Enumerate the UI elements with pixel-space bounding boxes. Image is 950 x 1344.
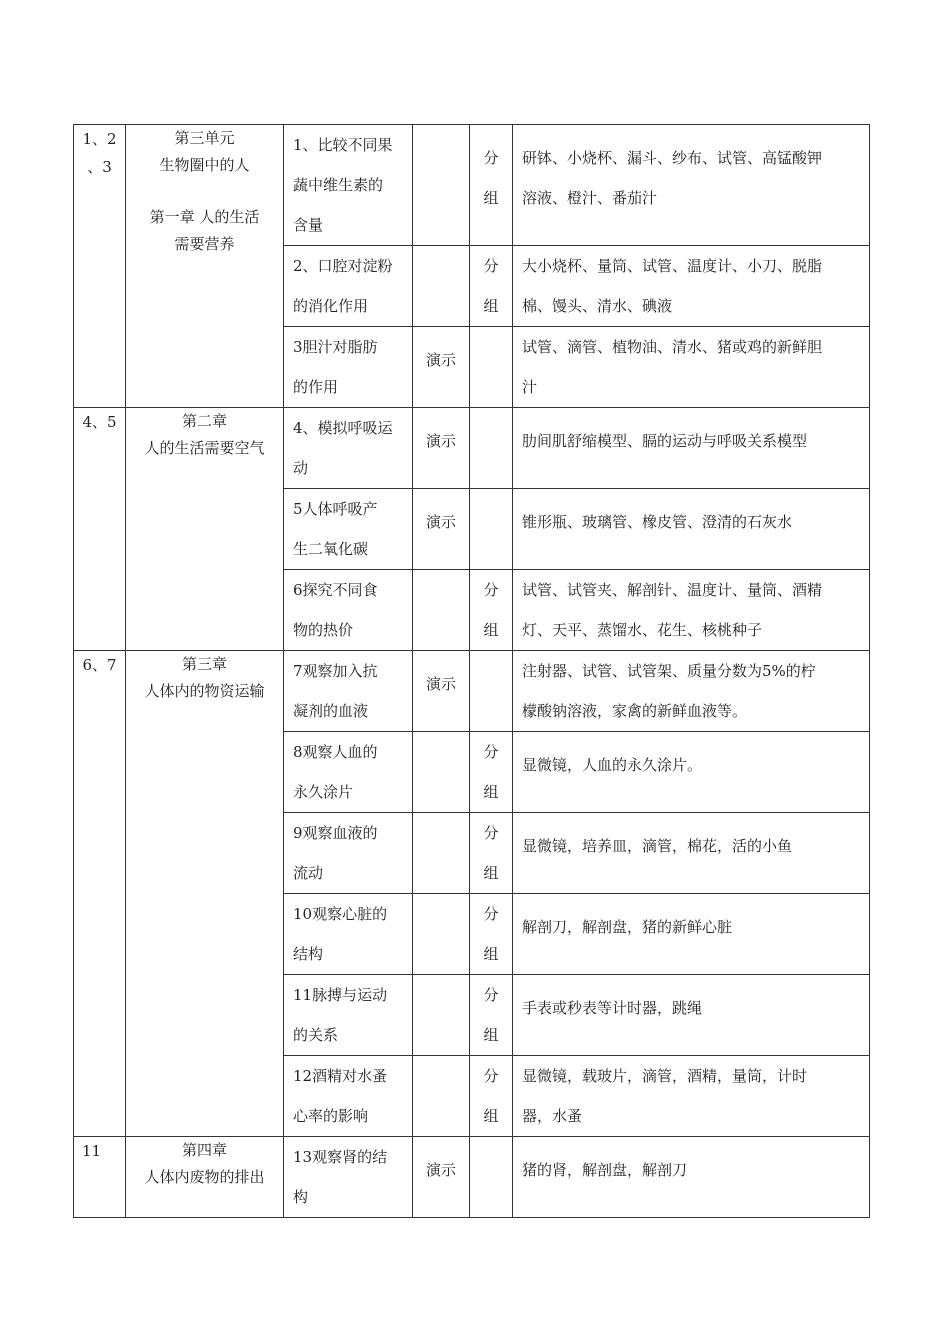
experiment-name-text: 7观察加入抗 — [293, 662, 378, 680]
experiment-name-text: 动 — [293, 459, 309, 477]
materials-cell — [513, 975, 870, 1056]
materials-cell — [513, 1137, 870, 1218]
experiment-name-text: 生二氧化碳 — [293, 540, 369, 558]
materials-text: 显微镜，载玻片，滴管，酒精，量筒，计时 — [522, 1067, 808, 1085]
demo-text: 演示 — [425, 351, 456, 369]
experiment-name-text: 3胆汁对脂肪 — [293, 338, 378, 356]
experiment-name-text: 的作用 — [293, 378, 339, 396]
table-row — [74, 1137, 870, 1218]
demo-text: 演示 — [425, 432, 456, 450]
unit-cell — [126, 1137, 284, 1218]
materials-cell — [513, 489, 870, 570]
week-cell — [74, 408, 126, 651]
group-cell — [470, 1137, 513, 1218]
demo-cell — [413, 1137, 470, 1218]
group-text: 分 — [483, 1067, 499, 1085]
materials-text: 解剖刀，解剖盘，猪的新鲜心脏 — [522, 918, 733, 936]
unit-cell — [126, 125, 284, 408]
materials-cell — [513, 732, 870, 813]
group-cell — [470, 246, 513, 327]
materials-text: 注射器、试管、试管架、质量分数为5%的柠 — [522, 662, 816, 680]
experiment-name-text: 2、口腔对淀粉 — [293, 257, 393, 275]
materials-text: 肋间肌舒缩模型、膈的运动与呼吸关系模型 — [522, 432, 808, 450]
experiment-name-text: 9观察血液的 — [293, 824, 378, 842]
materials-text: 猪的肾，解剖盘，解剖刀 — [522, 1161, 688, 1179]
group-cell — [470, 894, 513, 975]
materials-cell — [513, 1056, 870, 1137]
demo-cell — [413, 651, 470, 732]
group-cell — [470, 408, 513, 489]
demo-cell — [413, 125, 470, 246]
unit-text: 人的生活需要空气 — [144, 439, 265, 457]
group-cell — [470, 327, 513, 408]
group-cell — [470, 813, 513, 894]
unit-text: 第四章 — [181, 1141, 227, 1159]
group-text: 组 — [483, 864, 499, 882]
experiment-name-cell — [284, 894, 413, 975]
experiment-name-cell — [284, 489, 413, 570]
unit-text: 第三单元 — [174, 129, 235, 147]
demo-cell — [413, 975, 470, 1056]
materials-text: 锥形瓶、玻璃管、橡皮管、澄清的石灰水 — [522, 513, 793, 531]
group-text: 分 — [483, 824, 499, 842]
experiment-name-cell — [284, 125, 413, 246]
group-text: 组 — [483, 621, 499, 639]
group-text: 分 — [483, 581, 499, 599]
group-text: 分 — [483, 986, 499, 1004]
demo-text: 演示 — [425, 1161, 456, 1179]
week-text: 、3 — [87, 158, 112, 176]
experiment-name-text: 4、模拟呼吸运 — [293, 419, 393, 437]
materials-cell — [513, 327, 870, 408]
table-row — [74, 125, 870, 246]
unit-text: 第一章 人的生活 — [149, 208, 260, 226]
materials-text: 溶液、橙汁、番茄汁 — [522, 189, 658, 207]
week-text: 1、2 — [82, 130, 117, 148]
table-row — [74, 651, 870, 732]
materials-text: 研钵、小烧杯、漏斗、纱布、试管、高锰酸钾 — [522, 149, 823, 167]
group-text: 分 — [483, 905, 499, 923]
experiment-name-text: 8观察人血的 — [293, 743, 378, 761]
week-cell — [74, 651, 126, 1137]
materials-cell — [513, 408, 870, 489]
experiment-name-text: 心率的影响 — [293, 1107, 369, 1125]
table-body — [74, 125, 870, 1218]
experiment-name-text: 结构 — [293, 945, 324, 963]
experiment-name-text: 蔬中维生素的 — [293, 176, 384, 194]
unit-spacer — [126, 179, 283, 204]
experiment-name-text: 12酒精对水蚤 — [293, 1067, 388, 1085]
unit-text: 人体内的物资运输 — [144, 682, 265, 700]
group-text: 分 — [483, 257, 499, 275]
experiment-name-text: 10观察心脏的 — [293, 905, 388, 923]
week-text: 4、5 — [82, 413, 117, 431]
unit-text: 生物圈中的人 — [159, 156, 250, 174]
experiment-name-cell — [284, 975, 413, 1056]
experiment-name-text: 13观察肾的结 — [293, 1148, 388, 1166]
materials-text: 棉、馒头、清水、碘液 — [522, 297, 673, 315]
group-cell — [470, 489, 513, 570]
unit-cell — [126, 408, 284, 651]
demo-text: 演示 — [425, 513, 456, 531]
demo-cell — [413, 1056, 470, 1137]
experiment-name-text: 的消化作用 — [293, 297, 369, 315]
experiment-name-text: 永久涂片 — [293, 783, 354, 801]
materials-text: 器，水蚤 — [522, 1107, 583, 1125]
group-cell — [470, 975, 513, 1056]
experiment-name-cell — [284, 1137, 413, 1218]
unit-text: 需要营养 — [174, 235, 235, 253]
demo-cell — [413, 246, 470, 327]
materials-text: 手表或秒表等计时器，跳绳 — [522, 999, 703, 1017]
materials-cell — [513, 125, 870, 246]
experiment-name-cell — [284, 327, 413, 408]
group-text: 组 — [483, 297, 499, 315]
group-text: 组 — [483, 1107, 499, 1125]
experiment-name-text: 的关系 — [293, 1026, 339, 1044]
demo-cell — [413, 570, 470, 651]
demo-cell — [413, 327, 470, 408]
demo-cell — [413, 408, 470, 489]
group-text: 组 — [483, 945, 499, 963]
experiment-name-cell — [284, 408, 413, 489]
experiment-name-cell — [284, 651, 413, 732]
unit-text: 人体内废物的排出 — [144, 1168, 265, 1186]
unit-text: 第二章 — [181, 412, 227, 430]
materials-cell — [513, 813, 870, 894]
week-text: 11 — [82, 1142, 102, 1160]
experiment-name-cell — [284, 1056, 413, 1137]
group-cell — [470, 570, 513, 651]
group-text: 组 — [483, 1026, 499, 1044]
experiment-name-cell — [284, 246, 413, 327]
experiment-name-text: 1、比较不同果 — [293, 136, 393, 154]
experiment-name-text: 6探究不同食 — [293, 581, 378, 599]
materials-text: 檬酸钠溶液，家禽的新鲜血液等。 — [522, 702, 748, 720]
demo-cell — [413, 732, 470, 813]
materials-text: 灯、天平、蒸馏水、花生、核桃种子 — [522, 621, 763, 639]
group-text: 分 — [483, 149, 499, 167]
experiment-name-text: 5人体呼吸产 — [293, 500, 378, 518]
materials-text: 显微镜，培养皿，滴管，棉花，活的小鱼 — [522, 837, 793, 855]
table-row — [74, 408, 870, 489]
materials-cell — [513, 651, 870, 732]
demo-cell — [413, 489, 470, 570]
experiment-name-cell — [284, 732, 413, 813]
experiment-name-text: 11脉搏与运动 — [293, 986, 388, 1004]
materials-text: 汁 — [522, 378, 538, 396]
group-cell — [470, 1056, 513, 1137]
experiment-schedule-table — [73, 124, 870, 1218]
group-cell — [470, 651, 513, 732]
experiment-name-text: 流动 — [293, 864, 324, 882]
materials-text: 大小烧杯、量筒、试管、温度计、小刀、脱脂 — [522, 257, 823, 275]
materials-text: 试管、试管夹、解剖针、温度计、量筒、酒精 — [522, 581, 823, 599]
demo-cell — [413, 813, 470, 894]
unit-text: 第三章 — [181, 655, 227, 673]
week-text: 6、7 — [82, 656, 117, 674]
experiment-name-text: 含量 — [293, 216, 324, 234]
materials-text: 试管、滴管、植物油、清水、猪或鸡的新鲜胆 — [522, 338, 823, 356]
experiment-name-cell — [284, 813, 413, 894]
group-cell — [470, 732, 513, 813]
week-cell — [74, 1137, 126, 1218]
experiment-name-text: 物的热价 — [293, 621, 354, 639]
group-text: 分 — [483, 743, 499, 761]
week-cell — [74, 125, 126, 408]
experiment-name-cell — [284, 570, 413, 651]
materials-cell — [513, 570, 870, 651]
demo-cell — [413, 894, 470, 975]
materials-cell — [513, 894, 870, 975]
demo-text: 演示 — [425, 675, 456, 693]
group-text: 组 — [483, 783, 499, 801]
unit-cell — [126, 651, 284, 1137]
materials-text: 显微镜，人血的永久涂片。 — [522, 756, 703, 774]
experiment-name-text: 凝剂的血液 — [293, 702, 369, 720]
materials-cell — [513, 246, 870, 327]
group-text: 组 — [483, 189, 499, 207]
group-cell — [470, 125, 513, 246]
experiment-name-text: 构 — [293, 1188, 309, 1206]
